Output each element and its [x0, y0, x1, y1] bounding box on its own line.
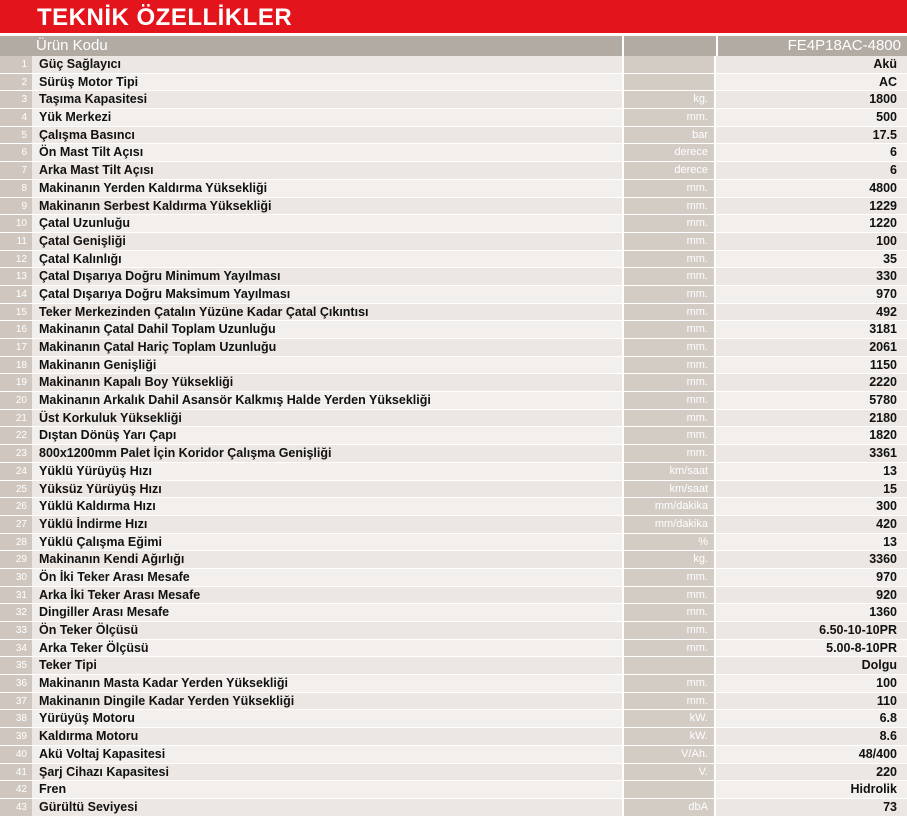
- spec-unit: mm.: [622, 392, 714, 409]
- table-row: [0, 622, 907, 640]
- spec-label: Makinanın Dingile Kadar Yerden Yüksekliği: [32, 693, 622, 710]
- spec-unit: mm.: [622, 304, 714, 321]
- spec-label: Fren: [32, 781, 622, 798]
- spec-label: Çalışma Basıncı: [32, 127, 622, 144]
- spec-label: Arka Mast Tilt Açısı: [32, 162, 622, 179]
- spec-label: Ön İki Teker Arası Mesafe: [32, 569, 622, 586]
- row-number: 17: [0, 339, 32, 356]
- spec-value: 500: [714, 109, 907, 126]
- spec-label: Teker Merkezinden Çatalın Yüzüne Kadar Çatal Çıkıntısı: [32, 304, 622, 321]
- row-number: 1: [0, 56, 32, 73]
- spec-unit: mm.: [622, 339, 714, 356]
- page-title: TEKNİK ÖZELLİKLER: [37, 4, 293, 31]
- spec-value: 1150: [714, 357, 907, 374]
- spec-unit: mm.: [622, 569, 714, 586]
- spec-unit: km/saat: [622, 463, 714, 480]
- table-row: [0, 463, 907, 481]
- spec-label: Çatal Kalınlığı: [32, 251, 622, 268]
- table-row: [0, 321, 907, 339]
- spec-value: 6: [714, 144, 907, 161]
- spec-label: Makinanın Arkalık Dahil Asansör Kalkmış Halde Yerden Yüksekliği: [32, 392, 622, 409]
- spec-value: 420: [714, 516, 907, 533]
- table-row: [0, 268, 907, 286]
- row-number: 41: [0, 764, 32, 781]
- spec-unit: [622, 781, 714, 798]
- table-row: [0, 481, 907, 499]
- row-number: 22: [0, 427, 32, 444]
- spec-label: Dıştan Dönüş Yarı Çapı: [32, 427, 622, 444]
- spec-unit: km/saat: [622, 481, 714, 498]
- row-number: 7: [0, 162, 32, 179]
- spec-label: Yüksüz Yürüyüş Hızı: [32, 481, 622, 498]
- spec-value: 6: [714, 162, 907, 179]
- spec-unit: mm.: [622, 604, 714, 621]
- spec-label: Üst Korkuluk Yüksekliği: [32, 410, 622, 427]
- table-row: [0, 710, 907, 728]
- table-row: [0, 144, 907, 162]
- spec-label: Dingiller Arası Mesafe: [32, 604, 622, 621]
- spec-unit: mm.: [622, 427, 714, 444]
- spec-value: 100: [714, 233, 907, 250]
- title-bar: [0, 0, 907, 36]
- spec-unit: mm/dakika: [622, 498, 714, 515]
- row-number: 30: [0, 569, 32, 586]
- spec-unit: mm.: [622, 109, 714, 126]
- spec-unit: mm.: [622, 180, 714, 197]
- spec-value: 1820: [714, 427, 907, 444]
- table-row: [0, 215, 907, 233]
- row-number: 4: [0, 109, 32, 126]
- table-row: [0, 56, 907, 74]
- spec-unit: mm.: [622, 622, 714, 639]
- spec-value: 220: [714, 764, 907, 781]
- row-number: 8: [0, 180, 32, 197]
- spec-value: 1800: [714, 91, 907, 108]
- spec-label: Yüklü İndirme Hızı: [32, 516, 622, 533]
- row-number: 36: [0, 675, 32, 692]
- spec-value: 3360: [714, 551, 907, 568]
- table-row: [0, 410, 907, 428]
- table-row: [0, 675, 907, 693]
- spec-unit: mm.: [622, 410, 714, 427]
- spec-label: Teker Tipi: [32, 657, 622, 674]
- spec-value: 35: [714, 251, 907, 268]
- row-number: 39: [0, 728, 32, 745]
- spec-unit: mm.: [622, 215, 714, 232]
- spec-label: Makinanın Kendi Ağırlığı: [32, 551, 622, 568]
- spec-label: Yüklü Kaldırma Hızı: [32, 498, 622, 515]
- spec-label: Çatal Dışarıya Doğru Minimum Yayılması: [32, 268, 622, 285]
- row-number: 26: [0, 498, 32, 515]
- spec-label: Çatal Genişliği: [32, 233, 622, 250]
- row-number: 32: [0, 604, 32, 621]
- spec-value: 6.8: [714, 710, 907, 727]
- row-number: 19: [0, 374, 32, 391]
- table-row: [0, 551, 907, 569]
- row-number: 12: [0, 251, 32, 268]
- spec-value: 300: [714, 498, 907, 515]
- row-number: 3: [0, 91, 32, 108]
- product-code-label: Ürün Kodu: [36, 37, 108, 54]
- spec-unit: [622, 56, 714, 73]
- table-row: [0, 127, 907, 145]
- header-unit-cell: [622, 36, 716, 56]
- spec-value: 100: [714, 675, 907, 692]
- spec-label: Akü Voltaj Kapasitesi: [32, 746, 622, 763]
- spec-value: 970: [714, 569, 907, 586]
- spec-label: Ön Teker Ölçüsü: [32, 622, 622, 639]
- spec-label: Ön Mast Tilt Açısı: [32, 144, 622, 161]
- spec-label: Şarj Cihazı Kapasitesi: [32, 764, 622, 781]
- product-code-row: [0, 36, 907, 56]
- row-number: 27: [0, 516, 32, 533]
- spec-value: 970: [714, 286, 907, 303]
- row-number: 18: [0, 357, 32, 374]
- spec-label: Makinanın Yerden Kaldırma Yüksekliği: [32, 180, 622, 197]
- spec-value: 2180: [714, 410, 907, 427]
- table-row: [0, 109, 907, 127]
- table-row: [0, 286, 907, 304]
- row-number: 10: [0, 215, 32, 232]
- spec-unit: mm.: [622, 445, 714, 462]
- spec-label: Çatal Dışarıya Doğru Maksimum Yayılması: [32, 286, 622, 303]
- spec-value: 2061: [714, 339, 907, 356]
- spec-value: Dolgu: [714, 657, 907, 674]
- table-row: [0, 198, 907, 216]
- table-row: [0, 764, 907, 782]
- spec-unit: bar: [622, 127, 714, 144]
- row-number: 40: [0, 746, 32, 763]
- row-number: 15: [0, 304, 32, 321]
- row-number: 2: [0, 74, 32, 91]
- table-row: [0, 339, 907, 357]
- table-row: [0, 799, 907, 817]
- spec-value: 5.00-8-10PR: [714, 640, 907, 657]
- spec-label: Yük Merkezi: [32, 109, 622, 126]
- row-number: 29: [0, 551, 32, 568]
- row-number: 16: [0, 321, 32, 338]
- spec-label: Çatal Uzunluğu: [32, 215, 622, 232]
- spec-value: 3181: [714, 321, 907, 338]
- spec-label: Yüklü Yürüyüş Hızı: [32, 463, 622, 480]
- spec-unit: mm.: [622, 693, 714, 710]
- spec-unit: mm.: [622, 198, 714, 215]
- spec-unit: [622, 74, 714, 91]
- spec-unit: mm.: [622, 640, 714, 657]
- spec-label: Yürüyüş Motoru: [32, 710, 622, 727]
- table-row: [0, 162, 907, 180]
- spec-unit: V/Ah.: [622, 746, 714, 763]
- header-num-cell: [0, 36, 32, 56]
- spec-value: 48/400: [714, 746, 907, 763]
- spec-unit: mm.: [622, 268, 714, 285]
- table-row: [0, 74, 907, 92]
- spec-unit: kW.: [622, 728, 714, 745]
- spec-label: Arka Teker Ölçüsü: [32, 640, 622, 657]
- spec-unit: kW.: [622, 710, 714, 727]
- spec-label: Makinanın Çatal Hariç Toplam Uzunluğu: [32, 339, 622, 356]
- table-row: [0, 233, 907, 251]
- row-number: 38: [0, 710, 32, 727]
- table-row: [0, 498, 907, 516]
- spec-label: Güç Sağlayıcı: [32, 56, 622, 73]
- row-number: 24: [0, 463, 32, 480]
- table-row: [0, 180, 907, 198]
- spec-value: AC: [714, 74, 907, 91]
- spec-value: 920: [714, 587, 907, 604]
- spec-label: 800x1200mm Palet İçin Koridor Çalışma Genişliği: [32, 445, 622, 462]
- spec-value: 13: [714, 463, 907, 480]
- spec-unit: derece: [622, 144, 714, 161]
- spec-value: 330: [714, 268, 907, 285]
- spec-value: 13: [714, 534, 907, 551]
- table-row: [0, 657, 907, 675]
- spec-label: Taşıma Kapasitesi: [32, 91, 622, 108]
- spec-unit: dbA: [622, 799, 714, 816]
- spec-value: 1360: [714, 604, 907, 621]
- row-number: 13: [0, 268, 32, 285]
- spec-label: Makinanın Masta Kadar Yerden Yüksekliği: [32, 675, 622, 692]
- spec-unit: mm.: [622, 675, 714, 692]
- spec-unit: kg.: [622, 91, 714, 108]
- table-row: [0, 587, 907, 605]
- table-row: [0, 304, 907, 322]
- row-number: 6: [0, 144, 32, 161]
- spec-unit: mm/dakika: [622, 516, 714, 533]
- spec-label: Arka İki Teker Arası Mesafe: [32, 587, 622, 604]
- row-number: 33: [0, 622, 32, 639]
- table-row: [0, 445, 907, 463]
- spec-unit: [622, 657, 714, 674]
- row-number: 5: [0, 127, 32, 144]
- spec-value: Hidrolik: [714, 781, 907, 798]
- row-number: 43: [0, 799, 32, 816]
- spec-label: Makinanın Genişliği: [32, 357, 622, 374]
- spec-value: 2220: [714, 374, 907, 391]
- spec-value: 110: [714, 693, 907, 710]
- product-code-value: FE4P18AC-4800: [716, 36, 907, 56]
- spec-value: 6.50-10-10PR: [714, 622, 907, 639]
- spec-label: Kaldırma Motoru: [32, 728, 622, 745]
- spec-unit: mm.: [622, 251, 714, 268]
- row-number: 9: [0, 198, 32, 215]
- row-number: 20: [0, 392, 32, 409]
- table-row: [0, 693, 907, 711]
- spec-unit: kg.: [622, 551, 714, 568]
- row-number: 37: [0, 693, 32, 710]
- table-row: [0, 357, 907, 375]
- row-number: 14: [0, 286, 32, 303]
- table-row: [0, 251, 907, 269]
- spec-unit: mm.: [622, 233, 714, 250]
- spec-unit: mm.: [622, 357, 714, 374]
- row-number: 23: [0, 445, 32, 462]
- row-number: 42: [0, 781, 32, 798]
- spec-unit: mm.: [622, 286, 714, 303]
- row-number: 21: [0, 410, 32, 427]
- spec-value: 15: [714, 481, 907, 498]
- table-row: [0, 640, 907, 658]
- spec-label: Makinanın Serbest Kaldırma Yüksekliği: [32, 198, 622, 215]
- spec-unit: mm.: [622, 587, 714, 604]
- spec-unit: derece: [622, 162, 714, 179]
- table-row: [0, 534, 907, 552]
- spec-value: 5780: [714, 392, 907, 409]
- table-row: [0, 781, 907, 799]
- table-row: [0, 427, 907, 445]
- table-row: [0, 746, 907, 764]
- row-number: 25: [0, 481, 32, 498]
- spec-value: Akü: [714, 56, 907, 73]
- table-row: [0, 569, 907, 587]
- spec-value: 4800: [714, 180, 907, 197]
- spec-value: 73: [714, 799, 907, 816]
- row-number: 31: [0, 587, 32, 604]
- row-number: 11: [0, 233, 32, 250]
- spec-value: 3361: [714, 445, 907, 462]
- spec-unit: %: [622, 534, 714, 551]
- row-number: 28: [0, 534, 32, 551]
- spec-unit: V.: [622, 764, 714, 781]
- spec-label: Gürültü Seviyesi: [32, 799, 622, 816]
- table-row: [0, 604, 907, 622]
- table-row: [0, 374, 907, 392]
- spec-label: Yüklü Çalışma Eğimi: [32, 534, 622, 551]
- spec-value: 1220: [714, 215, 907, 232]
- spec-label: Sürüş Motor Tipi: [32, 74, 622, 91]
- table-row: [0, 728, 907, 746]
- spec-table: [0, 56, 907, 817]
- spec-unit: mm.: [622, 374, 714, 391]
- table-row: [0, 392, 907, 410]
- row-number: 34: [0, 640, 32, 657]
- spec-value: 17.5: [714, 127, 907, 144]
- table-row: [0, 516, 907, 534]
- spec-value: 1229: [714, 198, 907, 215]
- spec-value: 8.6: [714, 728, 907, 745]
- spec-unit: mm.: [622, 321, 714, 338]
- spec-label: Makinanın Çatal Dahil Toplam Uzunluğu: [32, 321, 622, 338]
- table-row: [0, 91, 907, 109]
- row-number: 35: [0, 657, 32, 674]
- spec-label: Makinanın Kapalı Boy Yüksekliği: [32, 374, 622, 391]
- spec-value: 492: [714, 304, 907, 321]
